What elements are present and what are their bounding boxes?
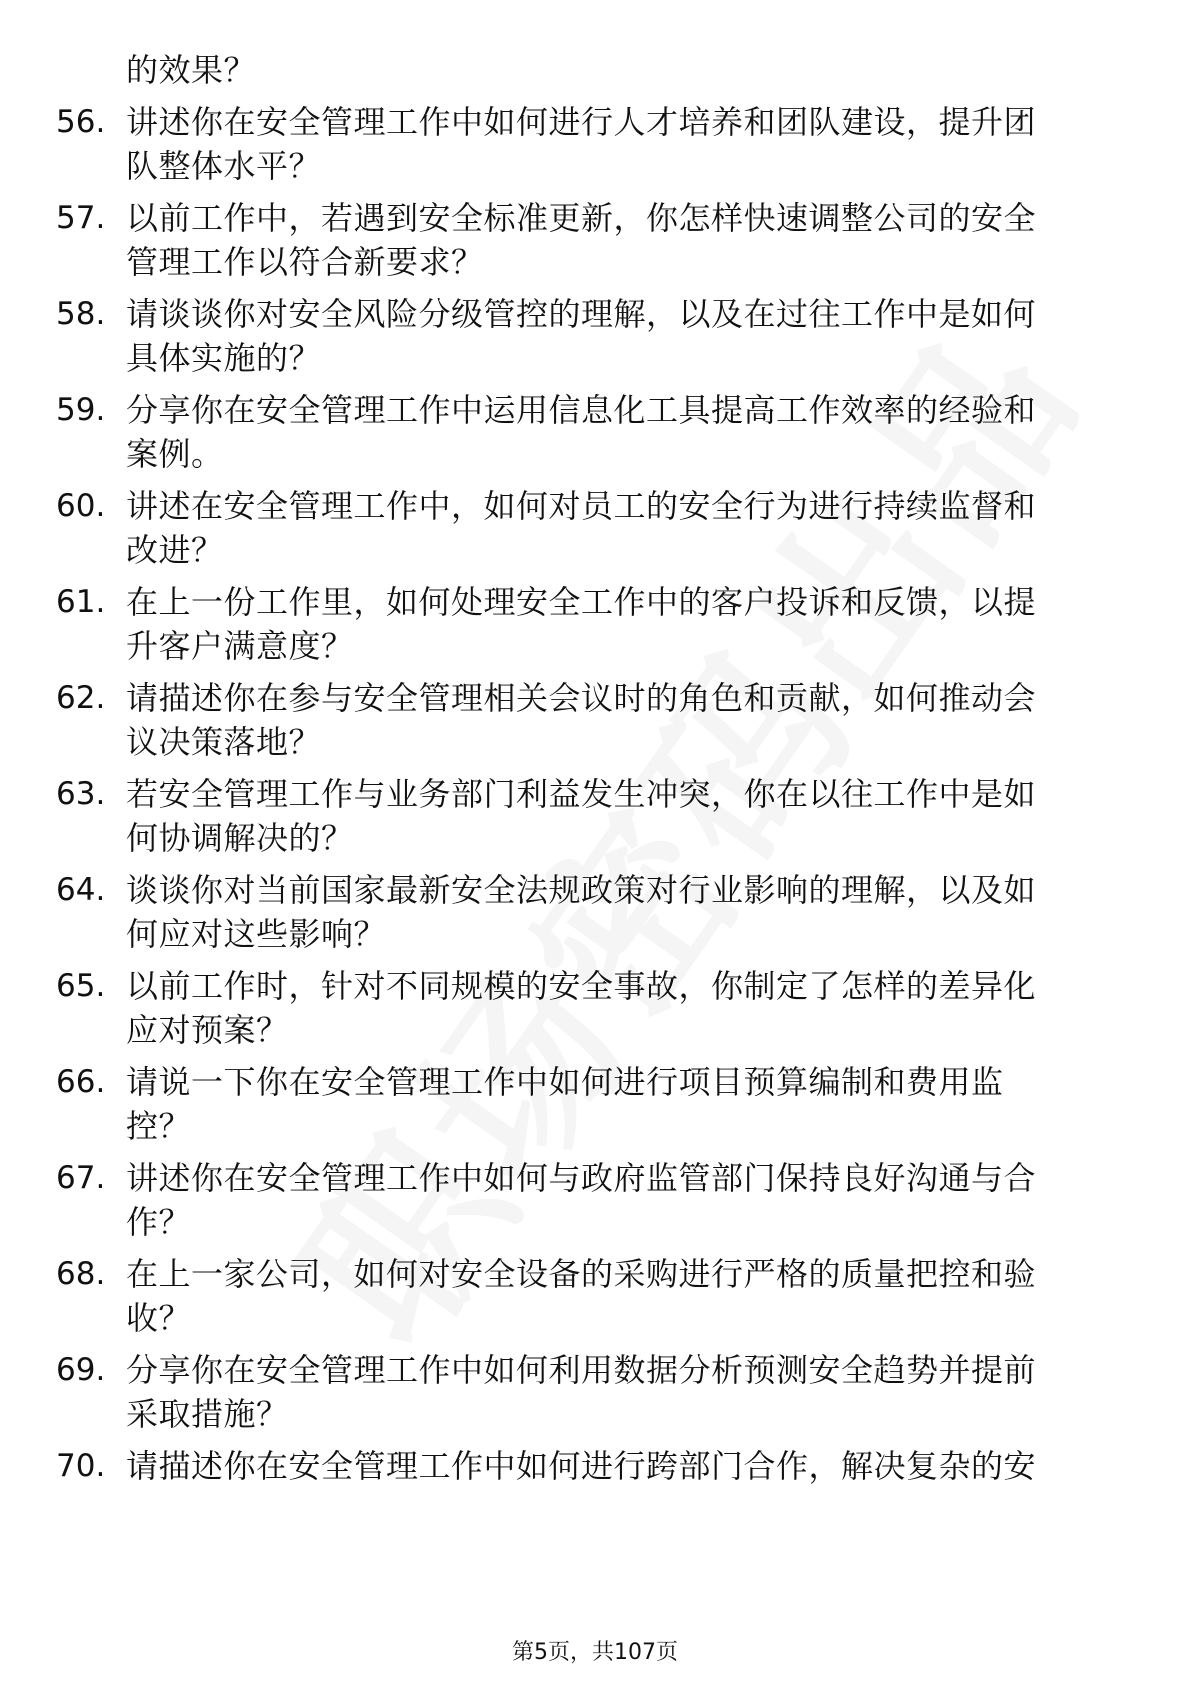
question-text	[126, 1060, 1126, 1148]
question-text-line: 队整体水平？	[126, 147, 322, 185]
question-text-line: 应对预案？	[126, 1011, 289, 1049]
question-text-line: 分享你在安全管理工作中运用信息化工具提高工作效率的经验和	[126, 391, 1037, 429]
question-text-line: 在上一份工作里，如何处理安全工作中的客户投诉和反馈，以提	[126, 583, 1037, 621]
page-footer: 第5页，共107页	[512, 1640, 678, 1665]
question-number: 62.	[56, 680, 106, 716]
question-text	[126, 1252, 1126, 1340]
question-text-line: 请描述你在参与安全管理相关会议时的角色和贡献，如何推动会	[126, 679, 1037, 717]
question-text-line: 请谈谈你对安全风险分级管控的理解，以及在过往工作中是如何	[126, 295, 1037, 333]
question-text-line: 讲述你在安全管理工作中如何与政府监管部门保持良好沟通与合	[126, 1159, 1037, 1197]
question-text	[126, 388, 1126, 476]
question-text-line: 以前工作时，针对不同规模的安全事故，你制定了怎样的差异化	[126, 967, 1037, 1005]
question-text-line: 谈谈你对当前国家最新安全法规政策对行业影响的理解，以及如	[126, 871, 1037, 909]
question-text-line: 讲述在安全管理工作中，如何对员工的安全行为进行持续监督和	[126, 487, 1037, 525]
question-number: 64.	[56, 872, 106, 908]
question-text	[126, 196, 1126, 284]
question-text	[126, 292, 1126, 380]
question-text-line: 采取措施？	[126, 1395, 289, 1433]
question-number: 70.	[56, 1448, 106, 1484]
question-number: 63.	[56, 776, 106, 812]
question-number: 69.	[56, 1352, 106, 1388]
question-text-line: 控？	[126, 1107, 192, 1145]
continuation-text: 的效果？	[126, 51, 257, 89]
question-number: 65.	[56, 968, 106, 1004]
question-number: 57.	[56, 200, 106, 236]
question-number: 67.	[56, 1160, 106, 1196]
question-text-line: 请描述你在安全管理工作中如何进行跨部门合作，解决复杂的安	[126, 1447, 1037, 1485]
question-text-line: 改进？	[126, 531, 224, 569]
question-text-line: 作？	[126, 1203, 192, 1241]
question-text-line: 管理工作以符合新要求？	[126, 243, 484, 281]
question-text-line: 请说一下你在安全管理工作中如何进行项目预算编制和费用监	[126, 1063, 1004, 1101]
question-text-line: 以前工作中，若遇到安全标准更新，你怎样快速调整公司的安全	[126, 199, 1037, 237]
question-text-line: 升客户满意度？	[126, 627, 354, 665]
question-text-line: 何应对这些影响？	[126, 915, 387, 953]
question-text-line: 何协调解决的？	[126, 819, 354, 857]
question-number: 61.	[56, 584, 106, 620]
question-text	[126, 484, 1126, 572]
question-text-line: 若安全管理工作与业务部门利益发生冲突，你在以往工作中是如	[126, 775, 1037, 813]
question-text-line: 分享你在安全管理工作中如何利用数据分析预测安全趋势并提前	[126, 1351, 1037, 1389]
question-text	[126, 1156, 1126, 1244]
question-text	[126, 580, 1126, 668]
question-text	[126, 964, 1126, 1052]
question-text	[126, 100, 1126, 188]
question-number: 66.	[56, 1064, 106, 1100]
question-text-line: 议决策落地？	[126, 723, 322, 761]
question-text	[126, 772, 1126, 860]
question-number: 60.	[56, 488, 106, 524]
question-text-line: 讲述你在安全管理工作中如何进行人才培养和团队建设，提升团	[126, 103, 1037, 141]
question-text-line: 收？	[126, 1299, 192, 1337]
question-text-line: 在上一家公司，如何对安全设备的采购进行严格的质量把控和验	[126, 1255, 1037, 1293]
question-number: 59.	[56, 392, 106, 428]
question-text	[126, 676, 1126, 764]
question-text	[126, 868, 1126, 956]
question-number: 58.	[56, 296, 106, 332]
question-text	[126, 1444, 1126, 1488]
question-number: 56.	[56, 104, 106, 140]
question-text-line: 具体实施的？	[126, 339, 322, 377]
question-number: 68.	[56, 1256, 106, 1292]
question-text	[126, 1348, 1126, 1436]
question-text-line: 案例。	[126, 435, 224, 473]
